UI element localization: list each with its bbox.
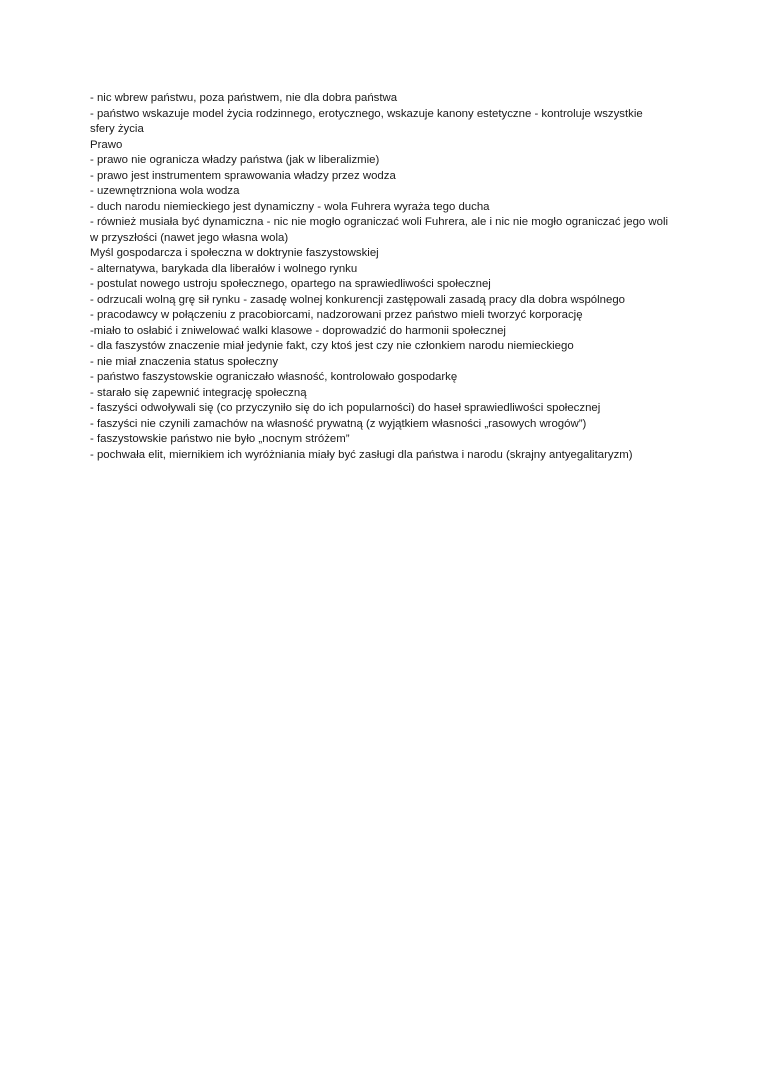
text-line: - duch narodu niemieckiego jest dynamiczny - wola Fuhrera wyraża tego ducha [90,200,490,213]
text-line: - pochwała elit, miernikiem ich wyróżniania miały być zasługi dla państwa i narodu (skrajny antyegalitaryzm) [90,448,633,461]
text-line: - również musiała być dynamiczna - nic nie mogło ograniczać woli Fuhrera, ale i nic nie mogło ograniczać jego woli w przyszłości (nawet jego własna wola) [90,216,669,244]
text-line: - nic wbrew państwu, poza państwem, nie dla dobra państwa [90,92,398,104]
text-line: - dla faszystów znaczenie miał jedynie fakt, czy ktoś jest czy nie członkiem narodu niemieckiego [90,340,574,352]
text-line: - odrzucali wolną grę sił rynku - zasadę wolnej konkurencji zastępowali zasadą pracy dla dobra wspólnego [90,293,626,306]
text-line: - uzewnętrzniona wola wodza [90,185,240,197]
text-line: - faszyści odwoływali się (co przyczyniło się do ich popularności) do haseł sprawiedliwości społecznej [90,402,601,414]
text-line: - państwo faszystowskie ograniczało własność, kontrolowało gospodarkę [90,371,458,383]
text-line: -miało to osłabić i zniwelować walki klasowe - doprowadzić do harmonii społecznej [90,324,506,337]
text-line: - prawo jest instrumentem sprawowania władzy przez wodza [90,169,396,182]
notes-text [90,91,670,463]
text-line: - pracodawcy w połączeniu z pracobiorcami, nadzorowani przez państwo mieli tworzyć korporację [90,309,583,321]
text-line: - alternatywa, barykada dla liberałów i wolnego rynku [90,262,358,275]
text-line: - faszyści nie czynili zamachów na własność prywatną (z wyjątkiem własności „rasowych wrogów”) [90,417,587,430]
text-line: - państwo wskazuje model życia rodzinnego, erotycznego, wskazuje kanony estetyczne - kontroluje wszystkie sfery życia [90,107,643,135]
section-heading: Prawo [90,138,123,151]
text-line: - faszystowskie państwo nie było „nocnym stróżem” [90,433,350,445]
text-line: - postulat nowego ustroju społecznego, opartego na sprawiedliwości społecznej [90,278,491,290]
text-line: - prawo nie ogranicza władzy państwa (jak w liberalizmie) [90,154,380,166]
section-heading: Myśl gospodarcza i społeczna w doktrynie faszystowskiej [90,247,379,259]
text-line: - nie miał znaczenia status społeczny [90,355,279,368]
text-line: - starało się zapewnić integrację społeczną [90,386,307,399]
